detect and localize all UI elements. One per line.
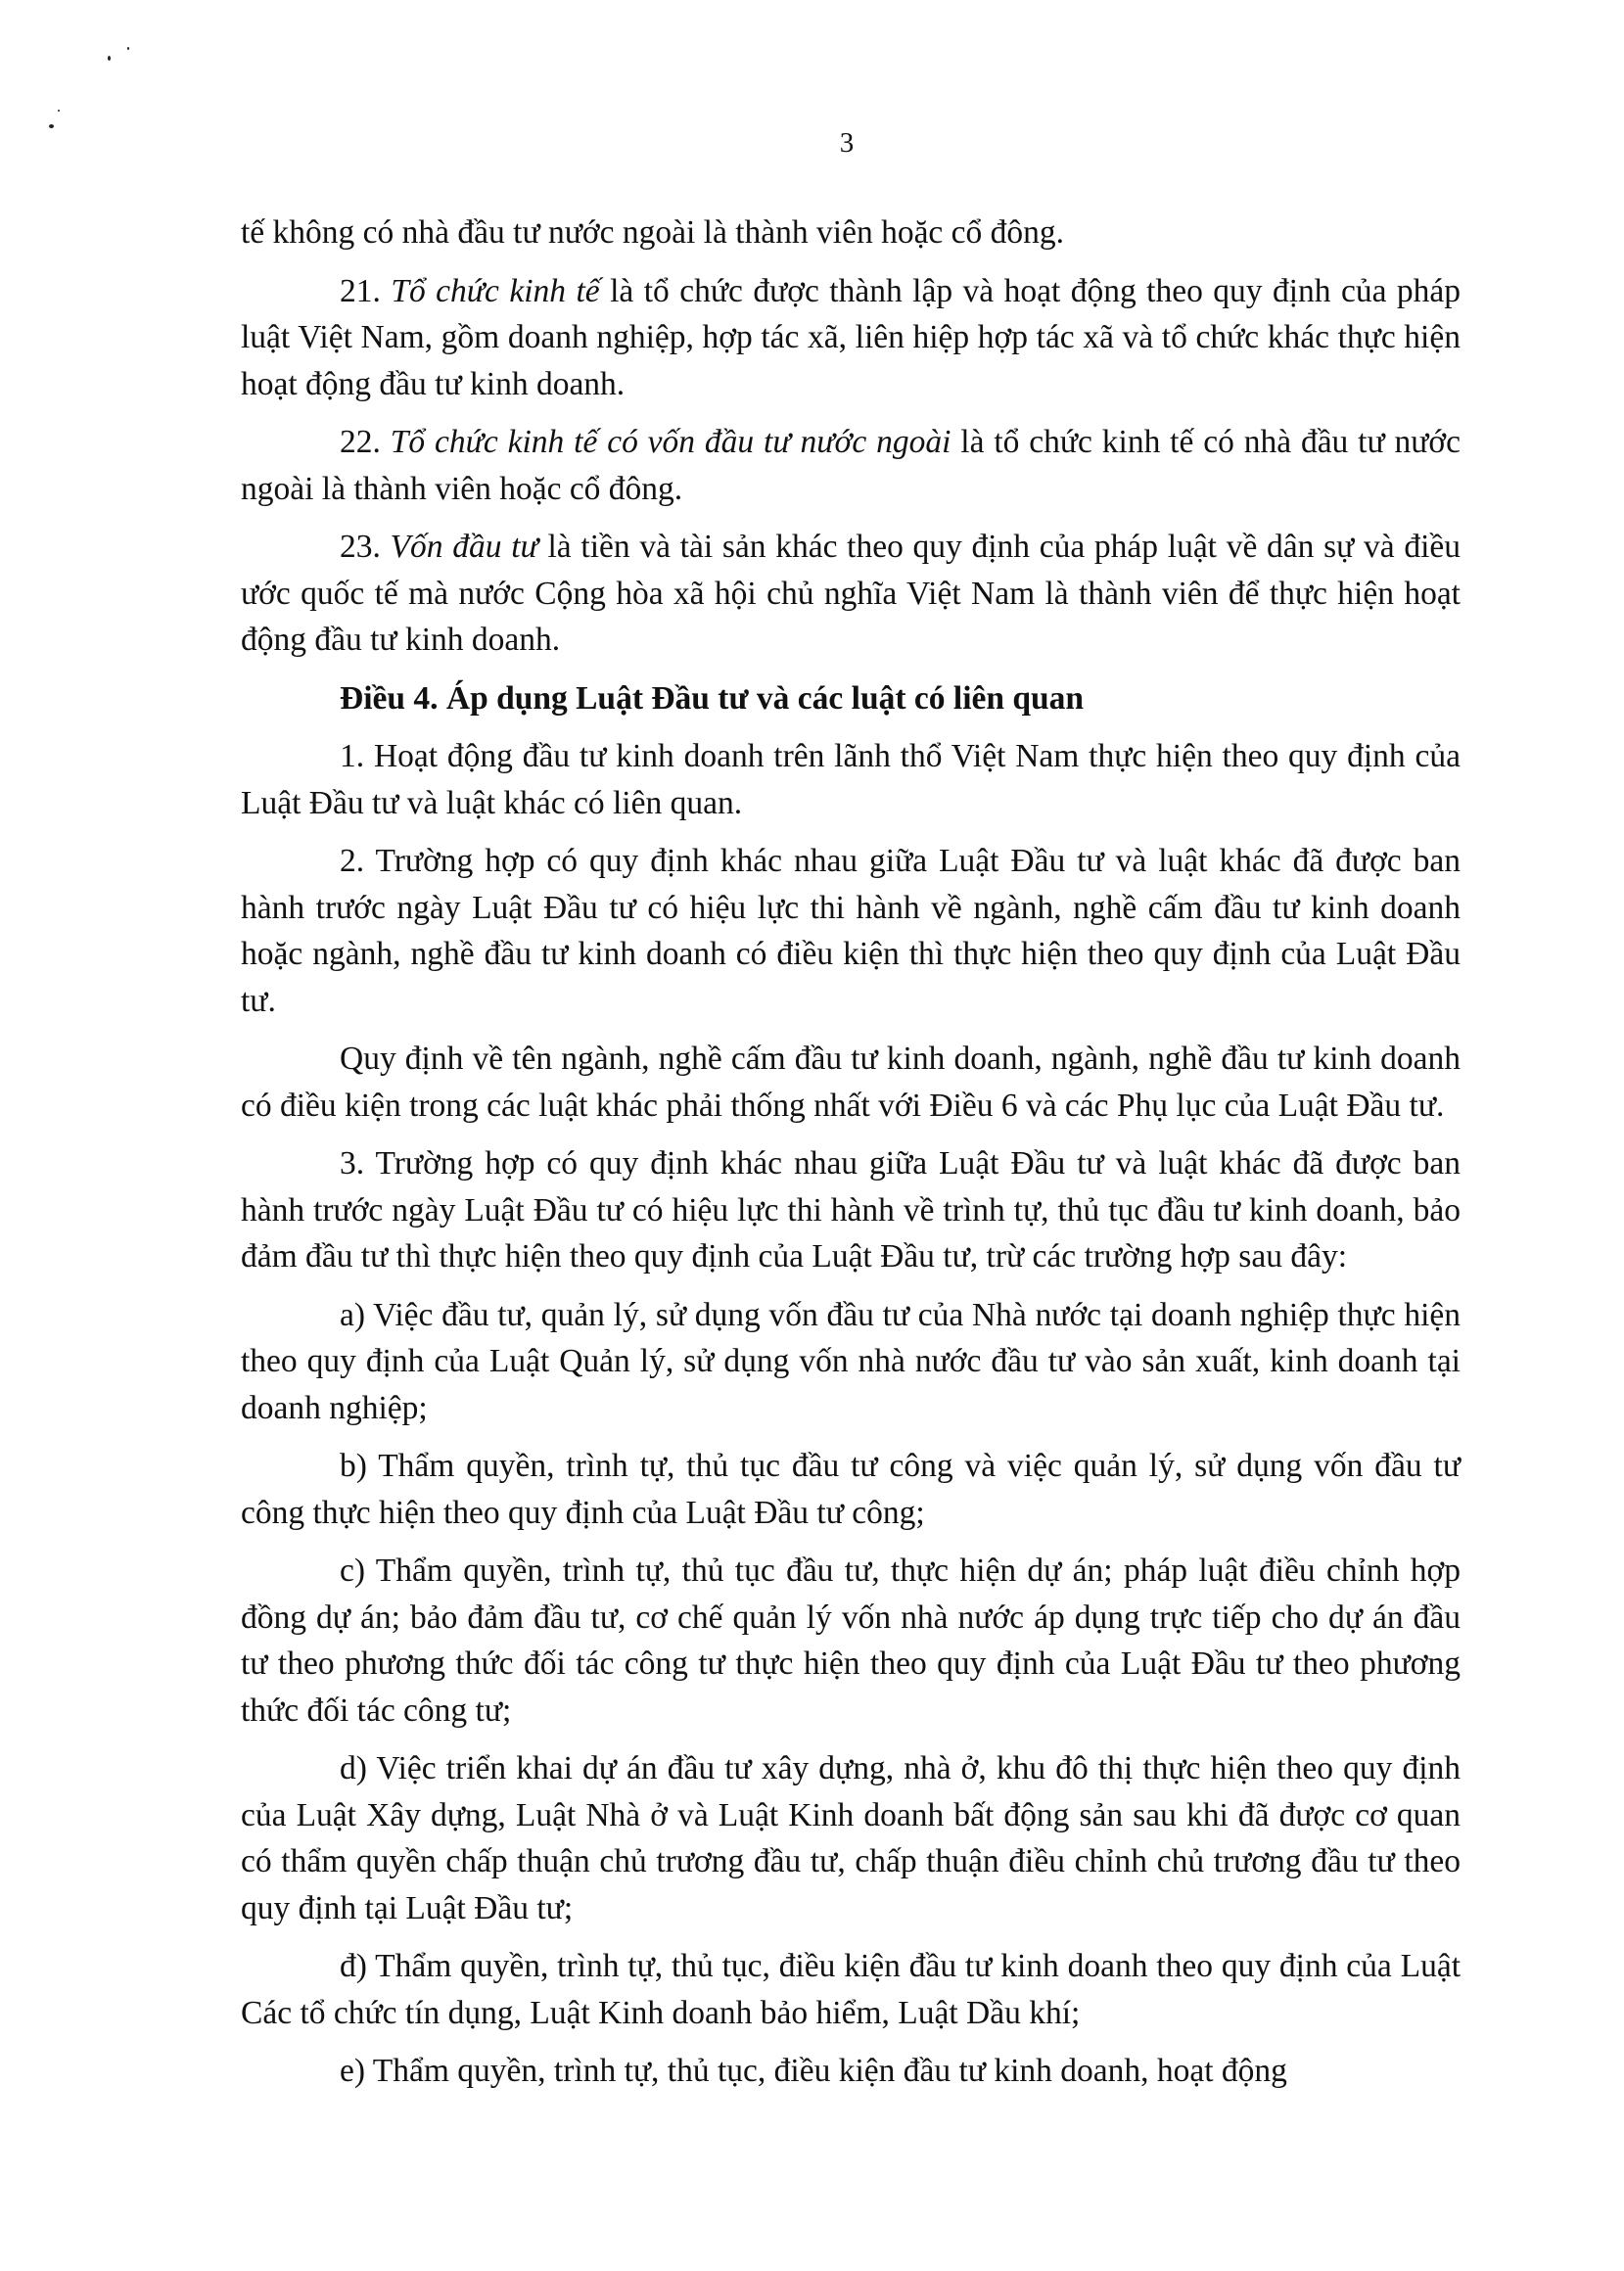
clause-text: Quy định về tên ngành, nghề cấm đầu tư kinh doanh, ngành, nghề đầu tư kinh doanh có điều kiện trong các luật khác phải thống nhất với Điều 6 và các Phụ lục của Luật Đầu tư. [241,1041,1461,1124]
point-text: d) Việc triển khai dự án đầu tư xây dựng, nhà ở, khu đô thị thực hiện theo quy định của Luật Xây dựng, Luật Nhà ở và Luật Kinh doanh bất động sản sau khi đã được cơ quan có thẩm quyền chấp thuận chủ trương đầu tư, chấp thuận điều chỉnh chủ trương đầu tư theo quy định tại Luật Đầu tư; [241,1750,1461,1926]
document-body [241,209,1461,2107]
definition-text: là tổ chức được thành lập và hoạt động theo quy định của pháp luật Việt Nam, gồm doanh nghiệp, hợp tác xã, liên hiệp hợp tác xã và tổ chức khác thực hiện hoạt động đầu tư kinh doanh. [241,272,1462,402]
clause-1 [241,733,1461,826]
paragraph-continuation [241,209,1461,256]
defined-term: Vốn đầu tư [390,529,538,565]
item-number: 21. [340,272,392,309]
clause-text: 3. Trường hợp có quy định khác nhau giữa Luật Đầu tư và luật khác đã được ban hành trước ngày Luật Đầu tư có hiệu lực thi hành về trình tự, thủ tục đầu tư kinh doanh, bảo đảm đầu tư thì thực hiện theo quy định của Luật Đầu tư, trừ các trường hợp sau đây: [241,1145,1461,1275]
paragraph-text: tế không có nhà đầu tư nước ngoài là thành viên hoặc cổ đông. [241,214,1065,251]
point-text: b) Thẩm quyền, trình tự, thủ tục đầu tư công và việc quản lý, sử dụng vốn đầu tư công thực hiện theo quy định của Luật Đầu tư công; [241,1448,1461,1531]
defined-term: Tổ chức kinh tế có vốn đầu tư nước ngoài [390,424,951,460]
point-d [241,1745,1461,1931]
point-dd [241,1943,1461,2036]
definition-item-23 [241,524,1461,664]
definition-item-22 [241,419,1461,512]
article-title: Điều 4. Áp dụng Luật Đầu tư và các luật có liên quan [340,679,1085,717]
point-c [241,1548,1461,1734]
clause-text: 2. Trường hợp có quy định khác nhau giữa Luật Đầu tư và luật khác đã được ban hành trước ngày Luật Đầu tư có hiệu lực thi hành về ngành, nghề cấm đầu tư kinh doanh hoặc ngành, nghề đầu tư kinh doanh có điều kiện thì thực hiện theo quy định của Luật Đầu tư. [241,843,1461,1019]
clause-3 [241,1140,1461,1280]
point-text: đ) Thẩm quyền, trình tự, thủ tục, điều kiện đầu tư kinh doanh theo quy định của Luật Các tổ chức tín dụng, Luật Kinh doanh bảo hiểm, Luật Dầu khí; [241,1948,1461,2031]
point-e [241,2048,1461,2095]
point-a [241,1292,1461,1432]
item-number: 22. [340,424,391,460]
item-number: 23. [340,529,391,565]
point-text: e) Thẩm quyền, trình tự, thủ tục, điều kiện đầu tư kinh doanh, hoạt động [340,2053,1287,2089]
article-heading [241,675,1461,722]
definition-text: là tiền và tài sản khác theo quy định của pháp luật về dân sự và điều ước quốc tế mà nước Cộng hòa xã hội chủ nghĩa Việt Nam là thành viên để thực hiện hoạt động đầu tư kinh doanh. [241,529,1461,658]
clause-2-continuation [241,1036,1461,1129]
page-number: 3 [839,127,855,159]
defined-term: Tổ chức kinh tế [391,272,600,309]
definition-text: là tổ chức kinh tế có nhà đầu tư nước ngoài là thành viên hoặc cổ đông. [241,424,1461,507]
point-text: a) Việc đầu tư, quản lý, sử dụng vốn đầu tư của Nhà nước tại doanh nghiệp thực hiện theo quy định của Luật Quản lý, sử dụng vốn nhà nước đầu tư vào sản xuất, kinh doanh tại doanh nghiệp; [241,1296,1461,1426]
point-b [241,1443,1461,1536]
clause-2 [241,838,1461,1024]
clause-text: 1. Hoạt động đầu tư kinh doanh trên lãnh thổ Việt Nam thực hiện theo quy định của Luật Đầu tư và luật khác có liên quan. [241,738,1461,821]
definition-item-21 [241,268,1461,408]
point-text: c) Thẩm quyền, trình tự, thủ tục đầu tư, thực hiện dự án; pháp luật điều chỉnh hợp đồng dự án; bảo đảm đầu tư, cơ chế quản lý vốn nhà nước áp dụng trực tiếp cho dự án đầu tư theo phương thức đối tác công tư thực hiện theo quy định của Luật Đầu tư theo phương thức đối tác công tư; [241,1553,1461,1729]
